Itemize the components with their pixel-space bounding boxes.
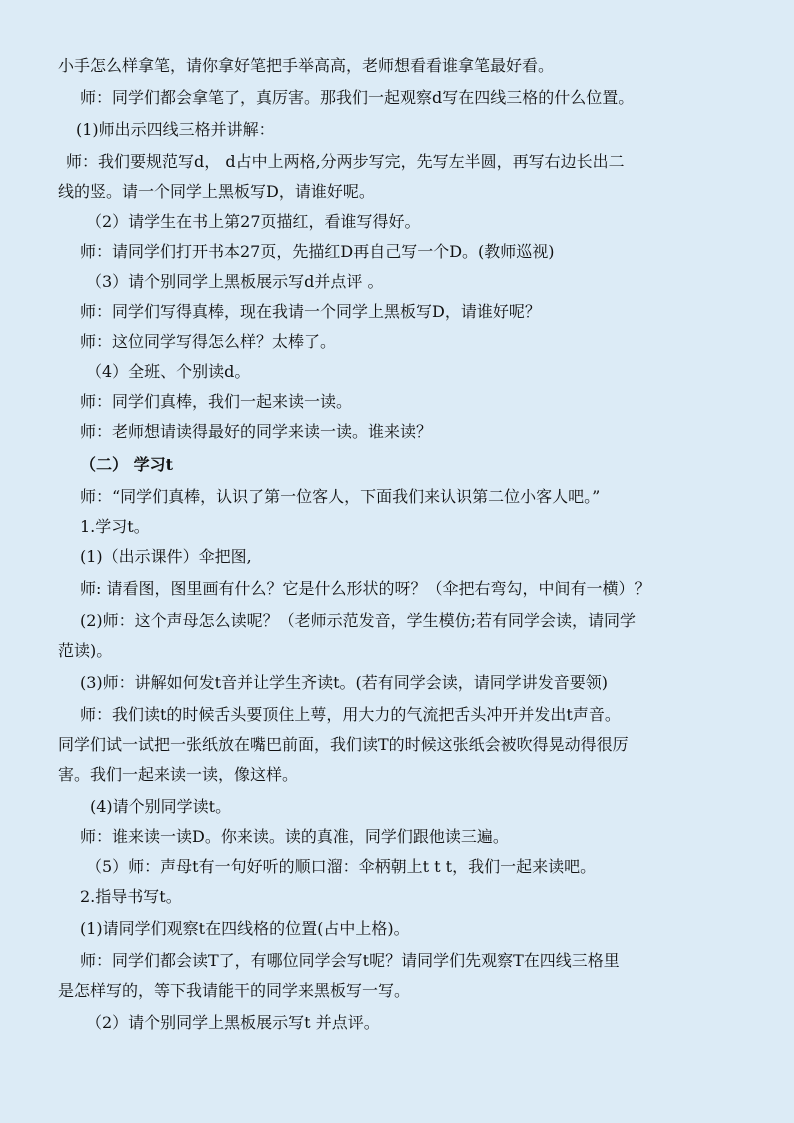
text-line: 师: 请看图，图里画有什么？它是什么形状的呀？（伞把右弯勾，中间有一横）？: [80, 579, 651, 598]
text-line: 小手怎么样拿笔，请你拿好笔把手举高高，老师想看看谁拿笔最好看。: [58, 56, 555, 75]
text-line: (1)师出示四线三格并讲解：: [76, 120, 275, 139]
text-line: (2)师：这个声母怎么读呢？（老师示范发音，学生模仿;若有同学会读，请同学: [80, 611, 637, 630]
text-line: （5）师：声母t有一句好听的顺口溜：伞柄朝上t t t，我们一起来读吧。: [86, 857, 597, 876]
text-line: 2.指导书写t。: [80, 887, 182, 906]
text-line: (1)请同学们观察t在四线格的位置(占中上格)。: [80, 919, 410, 938]
text-line: 范读)。: [58, 641, 113, 660]
text-line: 1.学习t。: [80, 517, 150, 536]
text-line: 同学们试一试把一张纸放在嘴巴前面，我们读T的时候这张纸会被吹得晃动得很厉: [58, 735, 629, 754]
text-line: 是怎样写的，等下我请能干的同学来黑板写一写。: [58, 981, 411, 1000]
text-line: 师：我们读t的时候舌头要顶住上萼，用大力的气流把舌头冲开并发出t声音。: [80, 705, 621, 724]
text-line: 师：同学们真棒，我们一起来读一读。: [80, 392, 353, 411]
text-line: 师：我们要规范写d， d占中上两格,分两步写完，先写左半圆，再写右边长出二: [66, 152, 625, 171]
text-line: 师：谁来读一读D。你来读。读的真准，同学们跟他读三遍。: [80, 827, 509, 846]
text-line: 师：同学们都会读T了，有哪位同学会写t呢？请同学们先观察T在四线三格里: [80, 951, 620, 970]
text-line: （2）请学生在书上第27页描红，看谁写得好。: [86, 212, 421, 231]
text-line: （2）请个别同学上黑板展示写t 并点评。: [86, 1013, 380, 1032]
text-line: 师：同学们都会拿笔了，真厉害。那我们一起观察d写在四线三格的什么位置。: [80, 88, 635, 107]
text-line: 害。我们一起来读一读，像这样。: [58, 765, 299, 784]
text-line: （4）全班、个别读d。: [86, 362, 251, 381]
text-line: 师：请同学们打开书本27页，先描红D再自己写一个D。(教师巡视): [80, 242, 555, 261]
text-line: (4)请个别同学读t。: [90, 797, 232, 816]
text-line: （3）请个别同学上黑板展示写d并点评 。: [86, 272, 384, 291]
text-line: 师：这位同学写得怎么样？太棒了。: [80, 332, 337, 351]
text-line: 师：老师想请读得最好的同学来读一读。谁来读？: [80, 422, 433, 441]
text-line: 线的竖。请一个同学上黑板写D，请谁好呢。: [58, 182, 375, 201]
text-line: 师：“同学们真棒，认识了第一位客人，下面我们来认识第二位小客人吧。”: [80, 487, 601, 506]
section-heading: （二） 学习t: [80, 455, 173, 474]
text-line: (3)师：讲解如何发t音并让学生齐读t。(若有同学会读，请同学讲发音要领): [80, 673, 609, 692]
text-line: 师：同学们写得真棒，现在我请一个同学上黑板写D，请谁好呢？: [80, 302, 541, 321]
text-line: (1)（出示课件）伞把图,: [80, 547, 252, 566]
